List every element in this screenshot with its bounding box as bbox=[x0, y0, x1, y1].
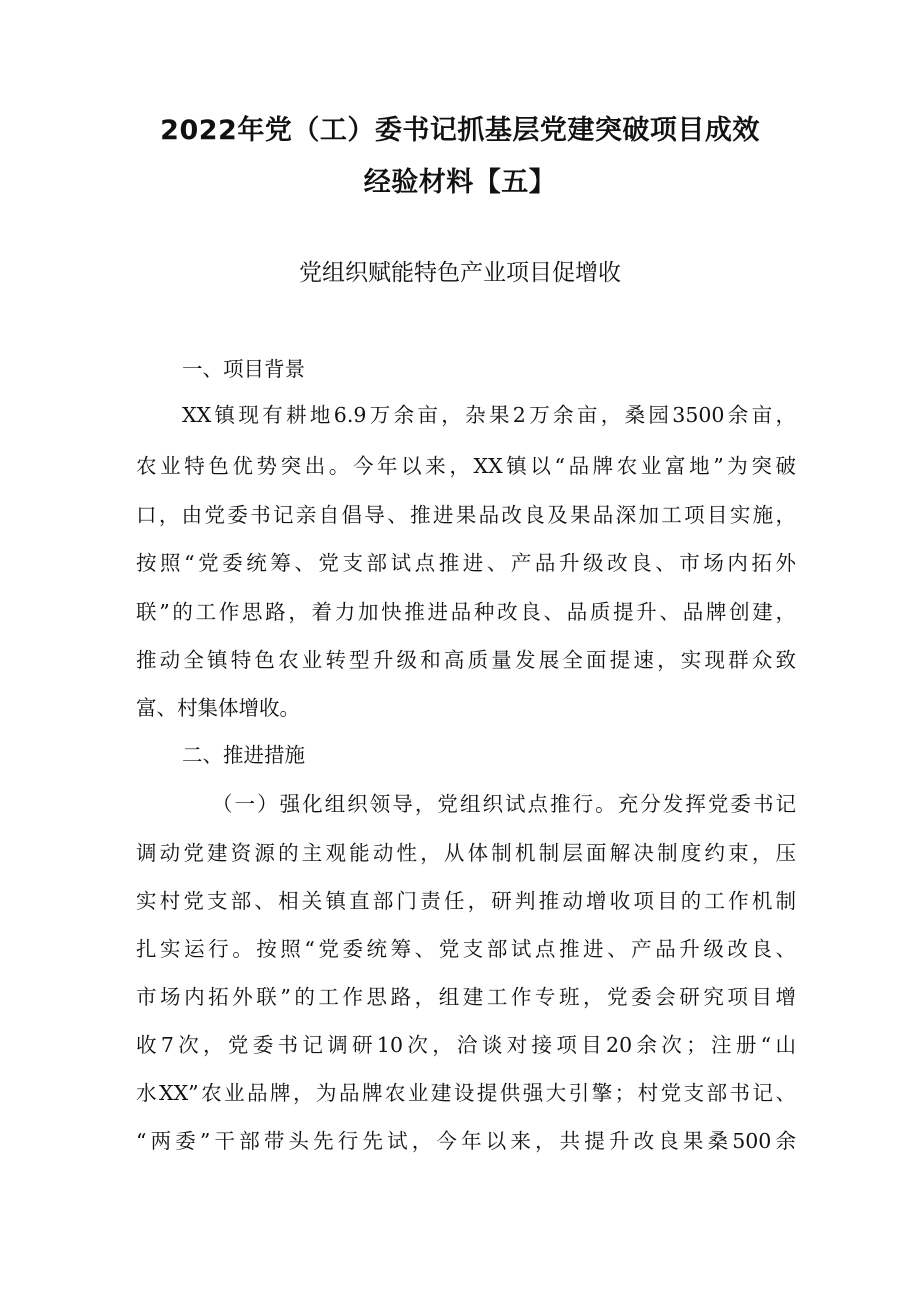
document-subtitle: 党组织赋能特色产业项目促增收 bbox=[299, 260, 621, 286]
paragraph-line: 调动党建资源的主观能动性，从体制机制层面解决制度约束，压 bbox=[136, 841, 796, 865]
paragraph-line: （一）强化组织领导，党组织试点推行。充分发挥党委书记 bbox=[212, 792, 796, 816]
paragraph-line: “两委”干部带头先行先试，今年以来，共提升改良果桑500余 bbox=[136, 1129, 796, 1153]
paragraph-line: 水XX”农业品牌，为品牌农业建设提供强大引擎；村党支部书记、 bbox=[136, 1081, 796, 1105]
document-title-line-1: 2022年党（工）委书记抓基层党建突破项目成效 bbox=[160, 115, 760, 146]
paragraph-line: 富、村集体增收。 bbox=[136, 696, 300, 720]
paragraph-line: 推动全镇特色农业转型升级和高质量发展全面提速，实现群众致 bbox=[136, 648, 796, 672]
paragraph-line: 市场内拓外联”的工作思路，组建工作专班，党委会研究项目增 bbox=[136, 985, 796, 1009]
paragraph-line: 实村党支部、相关镇直部门责任，研判推动增收项目的工作机制 bbox=[136, 889, 796, 913]
paragraph-line: XX镇现有耕地6.9万余亩，杂果2万余亩，桑园3500余亩， bbox=[182, 403, 796, 427]
paragraph-line: 收7次，党委书记调研10次，洽谈对接项目20余次；注册“山 bbox=[136, 1033, 796, 1057]
paragraph-line: 扎实运行。按照“党委统筹、党支部试点推进、产品升级改良、 bbox=[136, 937, 796, 961]
document-title-line-2: 经验材料【五】 bbox=[363, 167, 557, 198]
paragraph-line: 按照“党委统筹、党支部试点推进、产品升级改良、市场内拓外 bbox=[136, 551, 796, 575]
paragraph-line: 口，由党委书记亲自倡导、推进果品改良及果品深加工项目实施， bbox=[136, 503, 796, 527]
paragraph-line: 农业特色优势突出。今年以来，XX镇以“品牌农业富地”为突破 bbox=[136, 454, 796, 478]
section-heading-measures: 二、推进措施 bbox=[182, 743, 305, 767]
section-heading-background: 一、项目背景 bbox=[182, 357, 305, 381]
paragraph-line: 联”的工作思路，着力加快推进品种改良、品质提升、品牌创建， bbox=[136, 600, 796, 624]
